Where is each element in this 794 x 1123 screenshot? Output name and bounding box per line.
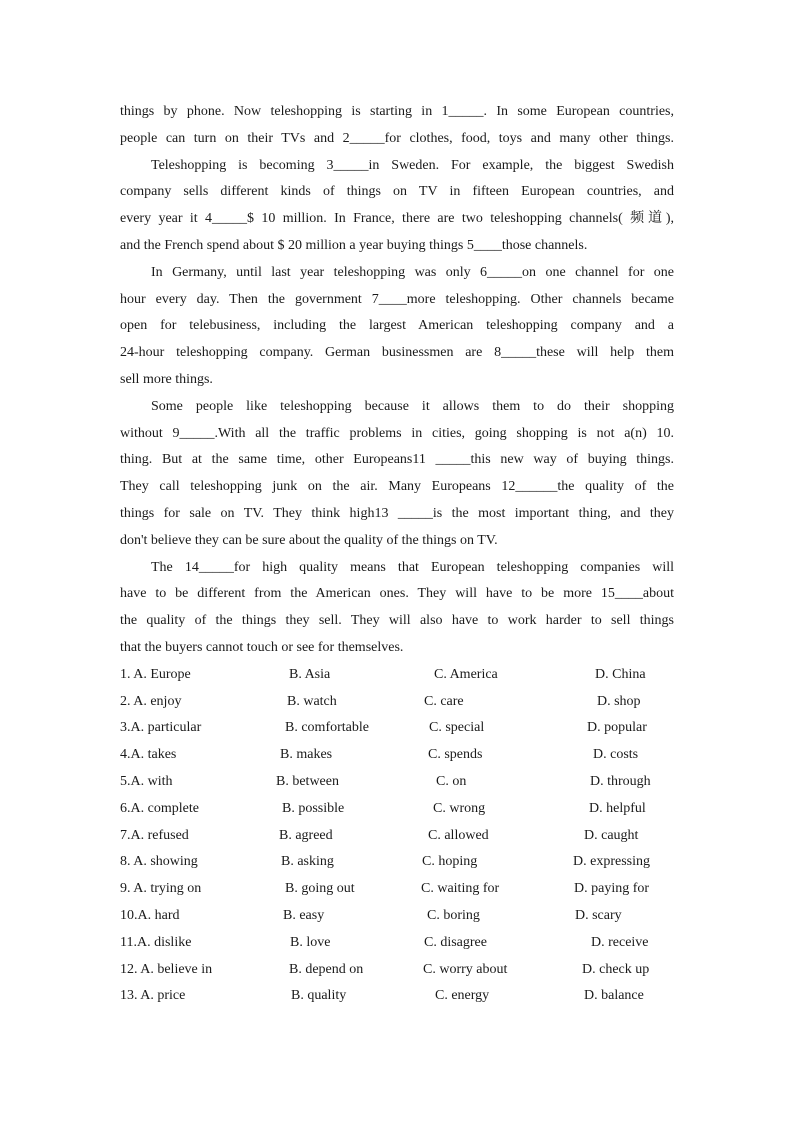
passage-line: people can turn on their TVs and 2_____for clothes, food, toys and many other things. (120, 130, 674, 146)
option-row (120, 769, 674, 796)
passage-line: company sells different kinds of things on TV in fifteen European countries, and (120, 184, 674, 200)
option-a: 11.A. dislike (120, 934, 192, 950)
passage-line: Some people like teleshopping because it allows them to do their shopping (151, 398, 674, 414)
passage-line: things by phone. Now teleshopping is starting in 1_____. In some European countries, (120, 104, 674, 119)
option-row (120, 903, 674, 930)
option-d: D. check up (582, 961, 650, 977)
passage-line: don't believe they can be sure about the quality of the things on TV. (120, 532, 498, 548)
option-c: C. worry about (423, 961, 508, 977)
passage-line: every year it 4_____$ 10 million. In France, there are two teleshopping channels( 频道), (120, 211, 674, 227)
passage-line: have to be different from the American ones. They will have to be more 15____about (120, 586, 674, 602)
option-d: D. paying for (574, 881, 650, 897)
option-a: 10.A. hard (120, 907, 180, 923)
option-row (120, 957, 674, 984)
option-b: B. easy (283, 907, 325, 923)
option-row (120, 742, 674, 769)
answer-options (120, 662, 674, 1010)
passage-line: open for telebusiness, including the largest American teleshopping company and a (120, 318, 674, 334)
option-c: C. energy (435, 988, 490, 1004)
option-a: 8. A. showing (120, 854, 198, 870)
option-b: B. makes (280, 747, 333, 763)
option-c: C. hoping (422, 854, 478, 870)
option-c: C. special (429, 720, 485, 736)
option-row (120, 849, 674, 876)
option-b: B. going out (285, 881, 355, 897)
option-c: C. care (424, 693, 464, 709)
passage-line: Teleshopping is becoming 3_____in Sweden. For example, the biggest Swedish (151, 157, 674, 173)
option-row (120, 689, 674, 716)
option-d: D. scary (575, 907, 622, 923)
option-row (120, 715, 674, 742)
passage-line: things for sale on TV. They think high13 _____is the most important thing, and they (120, 505, 674, 521)
option-d: D. receive (591, 934, 649, 950)
reading-passage (120, 99, 674, 662)
option-c: C. boring (427, 907, 480, 923)
option-row (120, 876, 674, 903)
option-d: D. through (590, 773, 651, 789)
option-c: C. waiting for (421, 881, 500, 897)
option-row (120, 983, 674, 1010)
option-b: B. depend on (289, 961, 364, 977)
option-b: B. Asia (289, 666, 331, 682)
option-c: C. America (434, 666, 498, 682)
option-d: D. caught (584, 827, 639, 843)
option-b: B. watch (287, 693, 337, 709)
paragraph (120, 394, 674, 555)
option-a: 13. A. price (120, 988, 186, 1004)
passage-line: 24-hour teleshopping company. German businessmen are 8_____these will help them (120, 345, 674, 361)
option-a: 1. A. Europe (120, 666, 191, 682)
passage-line: without 9_____.With all the traffic problems in cities, going shopping is not a(n) 10. (120, 425, 674, 441)
option-b: B. agreed (279, 827, 333, 843)
option-d: D. popular (587, 720, 647, 736)
option-d: D. balance (584, 988, 644, 1004)
option-d: D. expressing (573, 854, 650, 870)
option-b: B. love (290, 934, 331, 950)
passage-line: hour every day. Then the government 7____more teleshopping. Other channels became (120, 291, 674, 307)
option-d: D. helpful (589, 800, 646, 816)
option-b: B. comfortable (285, 720, 369, 736)
passage-line: and the French spend about $ 20 million a year buying things 5____those channels. (120, 237, 588, 253)
option-row (120, 662, 674, 689)
option-b: B. quality (291, 988, 347, 1004)
option-row (120, 930, 674, 957)
passage-line: In Germany, until last year teleshopping was only 6_____on one channel for one (151, 264, 674, 280)
passage-line: that the buyers cannot touch or see for themselves. (120, 639, 404, 655)
option-row (120, 823, 674, 850)
option-b: B. possible (282, 800, 345, 816)
option-a: 4.A. takes (120, 747, 177, 763)
option-c: C. wrong (433, 800, 486, 816)
passage-line: They call teleshopping junk on the air. Many Europeans 12______the quality of the (120, 479, 674, 495)
option-d: D. costs (593, 747, 639, 763)
option-d: D. shop (597, 693, 641, 709)
option-a: 12. A. believe in (120, 961, 213, 977)
option-a: 9. A. trying on (120, 881, 202, 897)
passage-line: thing. But at the same time, other Europeans11 _____this new way of buying things. (120, 452, 674, 468)
option-c: C. disagree (424, 934, 487, 950)
passage-line: The 14_____for high quality means that European teleshopping companies will (151, 559, 674, 575)
document-page (120, 99, 674, 1010)
passage-line: sell more things. (120, 371, 213, 387)
paragraph (120, 555, 674, 662)
passage-line: the quality of the things they sell. They will also have to work harder to sell things (120, 613, 674, 629)
option-b: B. between (276, 773, 339, 789)
option-a: 7.A. refused (120, 827, 189, 843)
option-b: B. asking (281, 854, 334, 870)
option-d: D. China (595, 666, 646, 682)
paragraph (120, 153, 674, 260)
option-a: 3.A. particular (120, 720, 202, 736)
option-c: C. spends (428, 747, 483, 763)
option-a: 5.A. with (120, 773, 173, 789)
paragraph (120, 99, 674, 153)
option-c: C. on (436, 773, 467, 789)
option-row (120, 796, 674, 823)
option-a: 2. A. enjoy (120, 693, 182, 709)
option-c: C. allowed (428, 827, 489, 843)
paragraph (120, 260, 674, 394)
option-a: 6.A. complete (120, 800, 199, 816)
